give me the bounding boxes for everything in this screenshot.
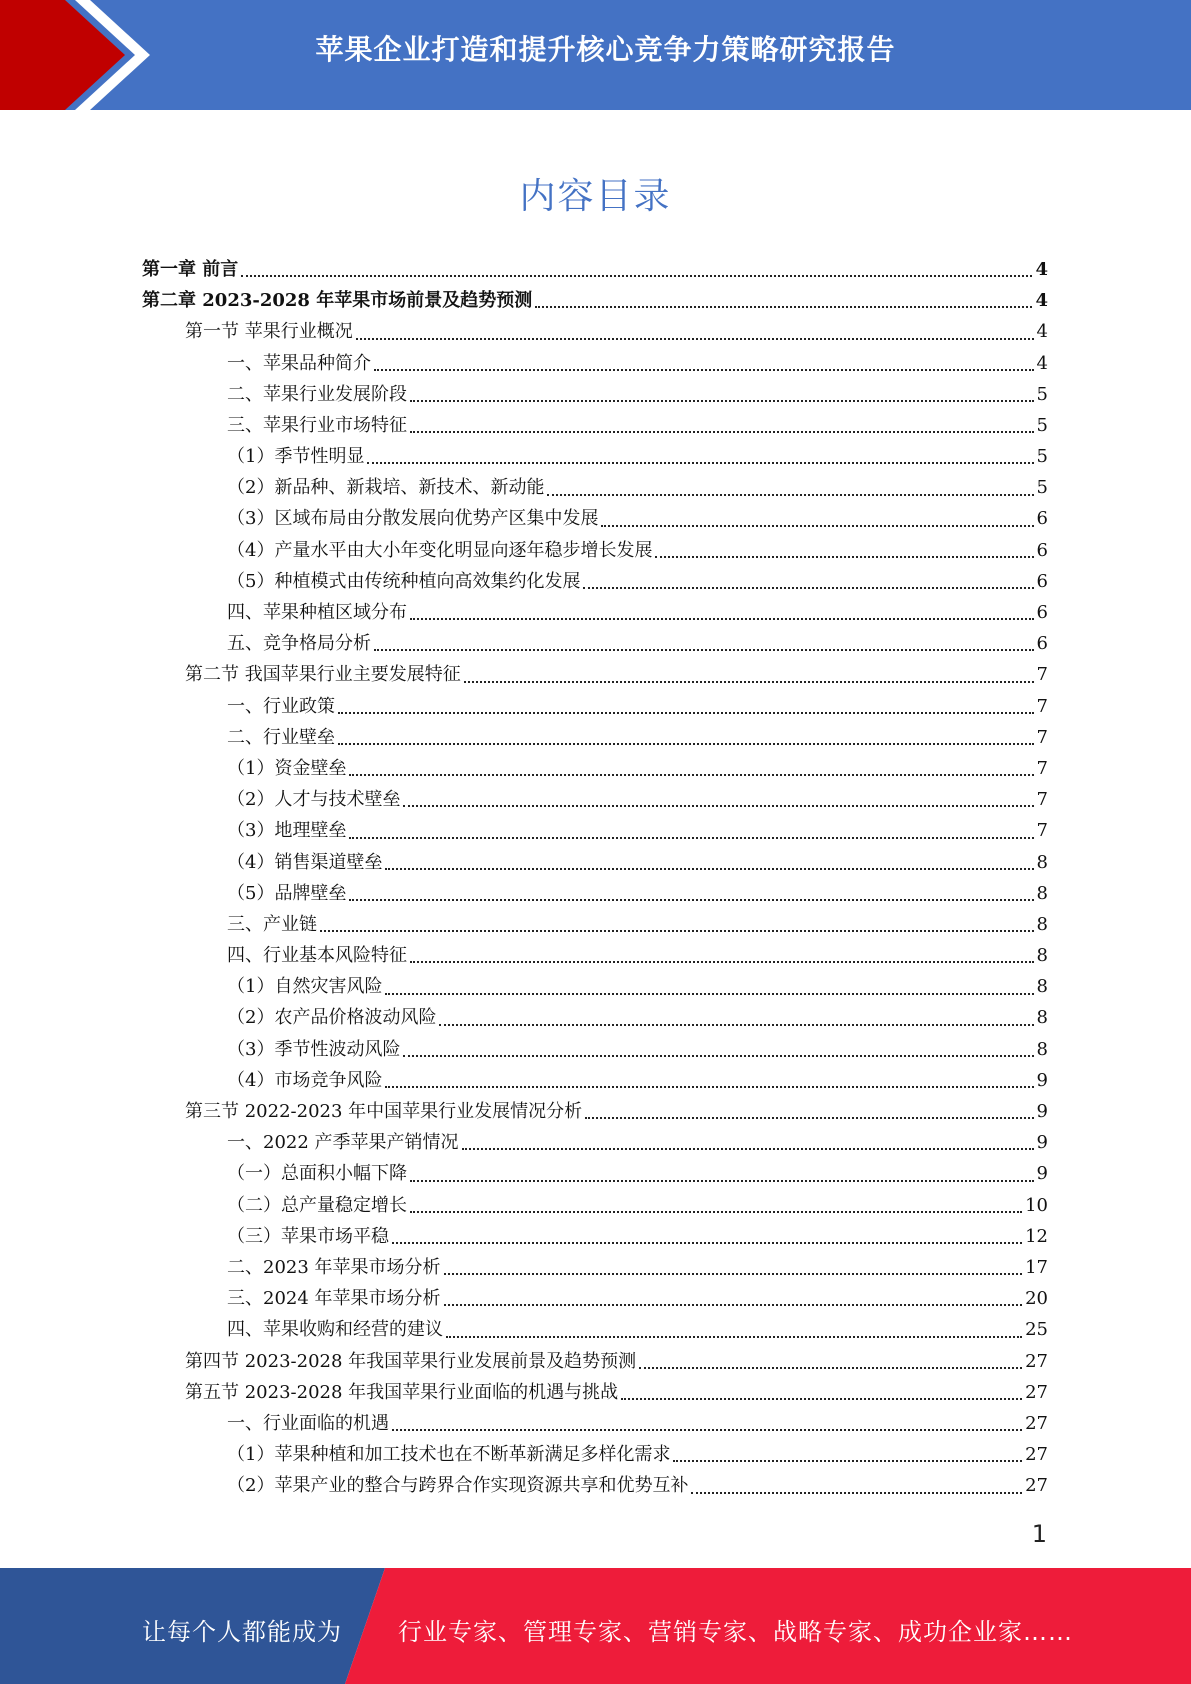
toc-entry-page: 25 — [1025, 1319, 1048, 1341]
toc-entry-label: 四、行业基本风险特征 — [227, 945, 407, 967]
toc-dot-leader — [410, 961, 1034, 963]
toc-entry-label: 一、苹果品种简介 — [227, 352, 371, 374]
toc-dot-leader — [464, 681, 1034, 683]
toc-entry-page: 27 — [1025, 1350, 1048, 1372]
toc-entry[interactable] — [142, 1408, 1048, 1439]
toc-entry[interactable] — [142, 566, 1048, 597]
toc-entry[interactable] — [142, 504, 1048, 535]
toc-entry[interactable] — [142, 1377, 1048, 1408]
toc-entry[interactable] — [142, 628, 1048, 659]
report-title: 苹果企业打造和提升核心竞争力策略研究报告 — [315, 33, 896, 66]
toc-entry-page: 6 — [1036, 508, 1048, 530]
toc-dot-leader — [601, 525, 1033, 527]
toc-entry[interactable] — [142, 847, 1048, 878]
toc-entry[interactable] — [142, 1127, 1048, 1158]
toc-entry-page: 9 — [1036, 1163, 1048, 1185]
toc-dot-leader — [655, 556, 1033, 558]
toc-dot-leader — [547, 494, 1033, 496]
toc-entry-label: （5）品牌壁垒 — [227, 882, 347, 904]
toc-dot-leader — [349, 774, 1033, 776]
toc-entry-label: 第二章 2023-2028 年苹果市场前景及趋势预测 — [142, 290, 533, 312]
toc-dot-leader — [462, 1148, 1034, 1150]
toc-entry[interactable] — [142, 1190, 1048, 1221]
toc-dot-leader — [374, 369, 1034, 371]
toc-entry-page: 8 — [1036, 851, 1048, 873]
toc-entry-page: 8 — [1036, 1038, 1048, 1060]
toc-dot-leader — [439, 1024, 1033, 1026]
toc-entry-label: （三）苹果市场平稳 — [227, 1225, 389, 1247]
toc-dot-leader — [385, 993, 1033, 995]
toc-entry[interactable] — [142, 722, 1048, 753]
toc-dot-leader — [392, 1242, 1022, 1244]
toc-dot-leader — [367, 462, 1033, 464]
toc-entry-page: 27 — [1025, 1444, 1048, 1466]
toc-entry-page: 9 — [1036, 1101, 1048, 1123]
page-footer — [0, 1568, 1191, 1684]
toc-entry[interactable] — [142, 348, 1048, 379]
toc-entry-page: 8 — [1036, 1007, 1048, 1029]
toc-dot-leader — [349, 899, 1033, 901]
toc-dot-leader — [320, 930, 1034, 932]
toc-entry[interactable] — [142, 659, 1048, 690]
toc-entry-label: （3）季节性波动风险 — [227, 1038, 401, 1060]
toc-entry-label: （二）总产量稳定增长 — [227, 1194, 407, 1216]
toc-entry-label: （2）人才与技术壁垒 — [227, 789, 401, 811]
toc-entry-label: 第四节 2023-2028 年我国苹果行业发展前景及趋势预测 — [185, 1350, 637, 1372]
toc-entry[interactable] — [142, 815, 1048, 846]
toc-entry[interactable] — [142, 254, 1048, 285]
toc-entry-label: 三、苹果行业市场特征 — [227, 414, 407, 436]
toc-dot-leader — [385, 868, 1033, 870]
toc-entry[interactable] — [142, 1314, 1048, 1345]
toc-dot-leader — [585, 1117, 1033, 1119]
toc-entry-label: （2）新品种、新栽培、新技术、新动能 — [227, 477, 545, 499]
toc-entry-page: 9 — [1036, 1069, 1048, 1091]
toc-entry-label: 五、竞争格局分析 — [227, 633, 371, 655]
toc-entry-label: （1）苹果种植和加工技术也在不断革新满足多样化需求 — [227, 1444, 671, 1466]
toc-entry-page: 27 — [1025, 1381, 1048, 1403]
toc-entry[interactable] — [142, 940, 1048, 971]
toc-entry-label: （3）区域布局由分散发展向优势产区集中发展 — [227, 508, 599, 530]
toc-entry-label: 二、行业壁垒 — [227, 726, 335, 748]
toc-entry-page: 7 — [1036, 820, 1048, 842]
toc-dot-leader — [410, 618, 1034, 620]
toc-entry-page: 8 — [1036, 945, 1048, 967]
footer-slogan-right: 行业专家、管理专家、营销专家、战略专家、成功企业家…… — [398, 1618, 1073, 1646]
toc-entry-page: 6 — [1036, 602, 1048, 624]
toc-entry-label: 一、2022 产季苹果产销情况 — [227, 1132, 459, 1154]
toc-entry-page: 7 — [1036, 726, 1048, 748]
toc-entry[interactable] — [142, 441, 1048, 472]
toc-dot-leader — [374, 649, 1034, 651]
toc-entry-label: （1）季节性明显 — [227, 446, 365, 468]
toc-entry[interactable] — [142, 691, 1048, 722]
toc-entry-label: （2）农产品价格波动风险 — [227, 1007, 437, 1029]
toc-entry-label: （1）资金壁垒 — [227, 757, 347, 779]
toc-dot-leader — [385, 1086, 1033, 1088]
toc-entry-page: 17 — [1025, 1256, 1048, 1278]
toc-entry-page: 9 — [1036, 1132, 1048, 1154]
toc-entry-page: 20 — [1025, 1288, 1048, 1310]
toc-entry[interactable] — [142, 971, 1048, 1002]
toc-entry-page: 8 — [1036, 882, 1048, 904]
table-of-contents — [142, 254, 1048, 1502]
toc-entry-page: 5 — [1036, 414, 1048, 436]
toc-dot-leader — [621, 1398, 1022, 1400]
toc-entry-label: （4）产量水平由大小年变化明显向逐年稳步增长发展 — [227, 539, 653, 561]
page-number: 1 — [1031, 1520, 1047, 1548]
toc-entry-label: 第一章 前言 — [142, 258, 239, 280]
toc-entry[interactable] — [142, 1252, 1048, 1283]
toc-entry-label: 一、行业面临的机遇 — [227, 1412, 389, 1434]
toc-entry[interactable] — [142, 878, 1048, 909]
toc-dot-leader — [639, 1367, 1022, 1369]
toc-entry-label: 二、苹果行业发展阶段 — [227, 383, 407, 405]
toc-entry-label: 第二节 我国苹果行业主要发展特征 — [185, 664, 461, 686]
toc-dot-leader — [392, 1429, 1022, 1431]
toc-entry[interactable] — [142, 1470, 1048, 1501]
toc-entry-page: 7 — [1036, 789, 1048, 811]
toc-entry-page: 12 — [1025, 1225, 1048, 1247]
toc-entry-label: 第三节 2022-2023 年中国苹果行业发展情况分析 — [185, 1101, 583, 1123]
toc-entry[interactable] — [142, 1096, 1048, 1127]
toc-dot-leader — [444, 1304, 1023, 1306]
toc-entry-page: 7 — [1036, 664, 1048, 686]
toc-dot-leader — [338, 743, 1034, 745]
toc-dot-leader — [403, 805, 1033, 807]
toc-entry-page: 5 — [1036, 446, 1048, 468]
toc-dot-leader — [444, 1273, 1023, 1275]
toc-dot-leader — [446, 1336, 1022, 1338]
toc-entry-label: （2）苹果产业的整合与跨界合作实现资源共享和优势互补 — [227, 1475, 689, 1497]
toc-entry-page: 4 — [1036, 352, 1048, 374]
toc-entry[interactable] — [142, 535, 1048, 566]
toc-dot-leader — [583, 587, 1033, 589]
toc-entry-label: 二、2023 年苹果市场分析 — [227, 1256, 441, 1278]
toc-entry-label: 三、产业链 — [227, 913, 317, 935]
toc-entry-page: 6 — [1036, 539, 1048, 561]
toc-entry[interactable] — [142, 472, 1048, 503]
toc-entry[interactable] — [142, 1346, 1048, 1377]
toc-entry[interactable] — [142, 784, 1048, 815]
toc-dot-leader — [349, 837, 1033, 839]
toc-dot-leader — [691, 1492, 1022, 1494]
toc-entry[interactable] — [142, 1158, 1048, 1189]
toc-heading: 内容目录 — [519, 176, 672, 217]
toc-entry-page: 4 — [1035, 258, 1048, 280]
toc-entry-page: 27 — [1025, 1475, 1048, 1497]
page-header — [0, 0, 1191, 110]
toc-dot-leader — [410, 400, 1034, 402]
toc-entry-label: （一）总面积小幅下降 — [227, 1163, 407, 1185]
toc-entry-page: 5 — [1036, 383, 1048, 405]
toc-entry-page: 7 — [1036, 757, 1048, 779]
toc-entry-page: 4 — [1035, 290, 1048, 312]
toc-entry-page: 10 — [1025, 1194, 1048, 1216]
toc-entry[interactable] — [142, 1034, 1048, 1065]
toc-entry-page: 8 — [1036, 976, 1048, 998]
toc-entry-label: 一、行业政策 — [227, 695, 335, 717]
toc-entry[interactable] — [142, 379, 1048, 410]
toc-dot-leader — [403, 1055, 1033, 1057]
toc-dot-leader — [535, 306, 1032, 308]
toc-dot-leader — [356, 338, 1034, 340]
toc-entry[interactable] — [142, 1439, 1048, 1470]
toc-entry-page: 7 — [1036, 695, 1048, 717]
toc-entry-page: 27 — [1025, 1412, 1048, 1434]
toc-entry-page: 5 — [1036, 477, 1048, 499]
toc-dot-leader — [338, 712, 1034, 714]
toc-entry[interactable] — [142, 1283, 1048, 1314]
toc-entry[interactable] — [142, 753, 1048, 784]
toc-entry[interactable] — [142, 1003, 1048, 1034]
toc-entry[interactable] — [142, 909, 1048, 940]
toc-entry-label: 四、苹果种植区域分布 — [227, 602, 407, 624]
toc-entry[interactable] — [142, 1221, 1048, 1252]
toc-entry[interactable] — [142, 285, 1048, 316]
toc-dot-leader — [241, 275, 1032, 277]
toc-entry-label: 三、2024 年苹果市场分析 — [227, 1288, 441, 1310]
toc-dot-leader — [410, 431, 1034, 433]
toc-entry-label: 四、苹果收购和经营的建议 — [227, 1319, 443, 1341]
toc-entry-label: （1）自然灾害风险 — [227, 976, 383, 998]
footer-slogan-left: 让每个人都能成为 — [142, 1618, 342, 1646]
toc-dot-leader — [673, 1460, 1022, 1462]
toc-entry-label: （3）地理壁垒 — [227, 820, 347, 842]
toc-entry-page: 6 — [1036, 570, 1048, 592]
toc-dot-leader — [410, 1211, 1022, 1213]
toc-entry-page: 6 — [1036, 633, 1048, 655]
toc-entry[interactable] — [142, 410, 1048, 441]
toc-entry-page: 4 — [1036, 321, 1048, 343]
toc-entry-label: 第一节 苹果行业概况 — [185, 321, 353, 343]
toc-entry-label: （4）销售渠道壁垒 — [227, 851, 383, 873]
toc-entry-page: 8 — [1036, 913, 1048, 935]
toc-entry[interactable] — [142, 316, 1048, 347]
toc-dot-leader — [410, 1180, 1034, 1182]
toc-entry[interactable] — [142, 597, 1048, 628]
toc-entry[interactable] — [142, 1065, 1048, 1096]
toc-entry-label: 第五节 2023-2028 年我国苹果行业面临的机遇与挑战 — [185, 1381, 619, 1403]
toc-entry-label: （4）市场竞争风险 — [227, 1069, 383, 1091]
toc-entry-label: （5）种植模式由传统种植向高效集约化发展 — [227, 570, 581, 592]
